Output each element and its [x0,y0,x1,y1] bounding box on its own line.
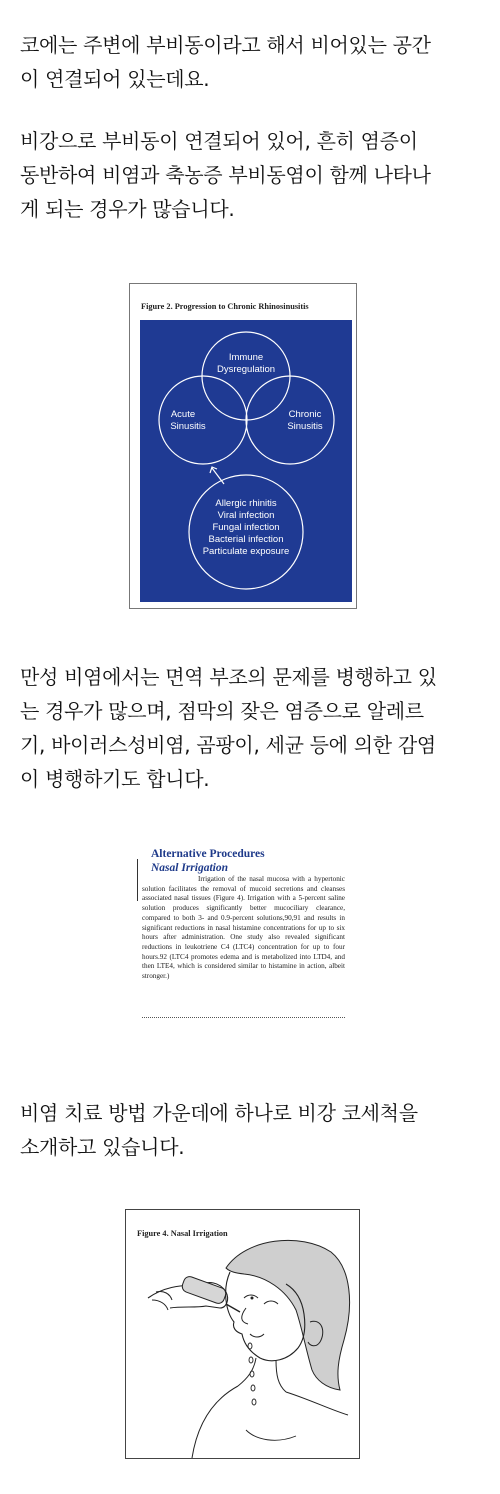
acute-label-2: Sinusitis [170,421,206,432]
hair-shape [226,1240,350,1390]
nasal-irrigation-excerpt-image [137,845,347,1025]
intro-paragraph-2: 비강으로 부비동이 연결되어 있어, 흔히 염증이 동반하여 비염과 축농증 부비동염이 함께 나타나 게 되는 경우가 많습니다. [20,129,431,221]
acute-label-1: Acute [170,409,196,420]
excerpt-margin-rule [137,859,138,901]
cause-fungal-infection: Fungal infection [212,522,280,533]
cause-viral-infection: Viral infection [217,510,275,521]
intro-paragraph-4: 비염 치료 방법 가운데에 하나로 비강 코세척을 소개하고 있습니다. [20,1101,418,1159]
excerpt-subheading: Nasal Irrigation [151,862,229,874]
figure-4-caption-overlay: Figure 4. Nasal Irrigation [137,1229,228,1238]
excerpt-heading: Alternative Procedures [151,848,265,860]
hand-fingers [152,1291,172,1310]
shoulder-outline [192,1386,348,1458]
figure-2-caption: Figure 2. Progression to Chronic Rhinosinusitis [141,302,309,311]
nose-shape [242,1308,248,1324]
irrigation-bottle [181,1275,228,1305]
rhinosinusitis-diagram [140,320,352,602]
mouth-shape [250,1334,264,1337]
cause-bacterial-infection: Bacterial infection [208,534,284,545]
figure-4-image [125,1209,360,1459]
excerpt-body-text: Irrigation of the nasal mucosa with a hypertonic solution facilitates the removal of mucoid secretions and cleanses associated nasal tissues (Figure 4). Irrigation with a 5-percent saline solution produces significantly better mucociliary clearance, compared to both 3- and 0.9-percent solutions,90,91 and results in significant reductions in nasal histamine concentrations for up to six hours after administration. One study also revealed significant reductions in leukotriene C4 (LTC4) concentration for up to four hours.92 (LTC4 promotes edema and is metabolized into LTD4, and then LTE4, which is considered similar to histamine in action, albeit stronger.) [142,875,345,981]
figure-2-image [129,283,357,609]
cause-allergic-rhinitis: Allergic rhinitis [215,498,277,509]
cause-particulate-exposure: Particulate exposure [202,546,290,557]
chest-line [246,1430,296,1440]
intro-paragraph-3: 만성 비염에서는 면역 부조의 문제를 병행하고 있 는 경우가 많으며, 점막의 잦은 염증으로 알레르 기, 바이러스성비염, 곰팡이, 세균 등에 의한 감염 이 병행하기도 합니다. [20,665,437,791]
intro-paragraph-1: 코에는 주변에 부비동이라고 해서 비어있는 공간 이 연결되어 있는데요. [20,33,431,91]
chronic-label-2: Sinusitis [287,421,323,432]
neck-outline [238,1358,286,1392]
chronic-label-1: Chronic [288,409,322,420]
excerpt-cut-edge [142,1017,345,1020]
nasal-irrigation-illustration [126,1210,359,1458]
eye-right [264,1301,278,1304]
immune-label-2: Dysregulation [216,364,276,375]
pupil-left [251,1297,254,1300]
immune-label-1: Immune [228,352,264,363]
